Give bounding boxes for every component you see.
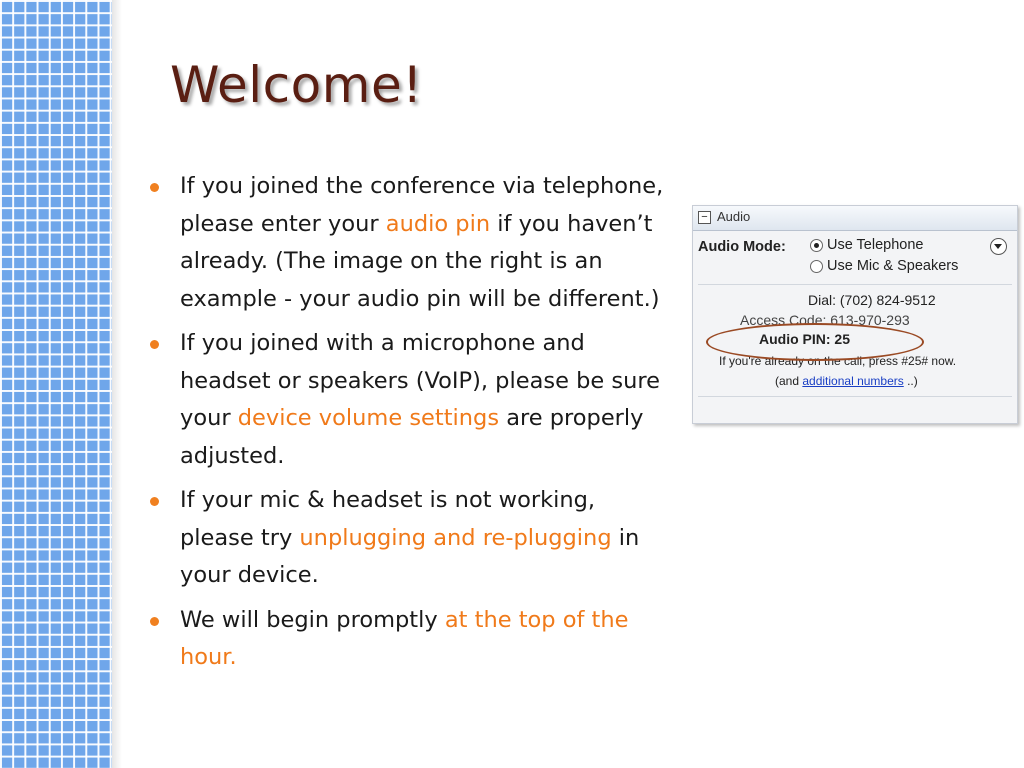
collapse-icon[interactable]: − [698,211,711,224]
audio-panel-title: Audio [717,209,751,224]
already-on-call-text: If you're already on the call, press #25# now. [719,354,957,368]
radio-use-telephone[interactable] [810,239,823,252]
bullet-text: If your mic & headset is not working, please try [180,487,596,551]
bullet-item [150,325,670,475]
bullet-dot-icon [150,183,159,192]
bullet-dot-icon [150,497,159,506]
highlight-oval [706,323,924,361]
bullet-highlight: device volume settings [237,405,500,431]
bullet-highlight: at the top of the hour. [180,606,629,670]
audio-pin: Audio PIN: 25 [759,331,851,347]
use-mic-speakers-label: Use Mic & Speakers [827,258,959,274]
divider [698,396,1012,397]
audio-panel-screenshot [692,205,1018,424]
bullet-list [150,168,670,684]
background-grid-strip [0,0,112,768]
audio-mode-label: Audio Mode: [698,239,786,255]
bullet-highlight: unplugging and re-plugging [299,524,612,551]
bullet-item [150,602,670,677]
bullet-dot-icon [150,617,159,626]
bullet-dot-icon [150,340,159,349]
radio-use-mic-speakers[interactable] [810,260,823,273]
bullet-item [150,482,670,595]
chevron-down-icon[interactable] [990,238,1007,255]
bullet-text: If you joined with a microphone and headset or speakers (VoIP), please be sure your [180,330,660,431]
dial-number: Dial: (702) 824-9512 [808,292,936,308]
bullet-item [150,168,670,318]
audio-panel-header [693,206,1017,231]
additional-numbers-line [775,374,918,388]
additional-numbers-link[interactable]: additional numbers [802,374,904,388]
bullet-text: if you haven’t already. (The image on the right is an example - your audio pin will be different.) [180,210,660,312]
bullet-text: are properly adjusted. [180,405,644,469]
bullet-highlight: audio pin [385,210,491,237]
divider [698,284,1012,285]
bullet-text: If you joined the conference via telephone, please enter your [180,173,664,237]
bullet-text: We will begin promptly [180,606,445,633]
bullet-text: in your device. [180,524,640,588]
more-suffix: ..) [903,374,918,388]
access-code: Access Code: 613-970-293 [740,312,910,328]
more-prefix: (and [775,374,803,388]
slide-title: Welcome! [170,56,423,114]
use-telephone-label: Use Telephone [827,237,924,253]
